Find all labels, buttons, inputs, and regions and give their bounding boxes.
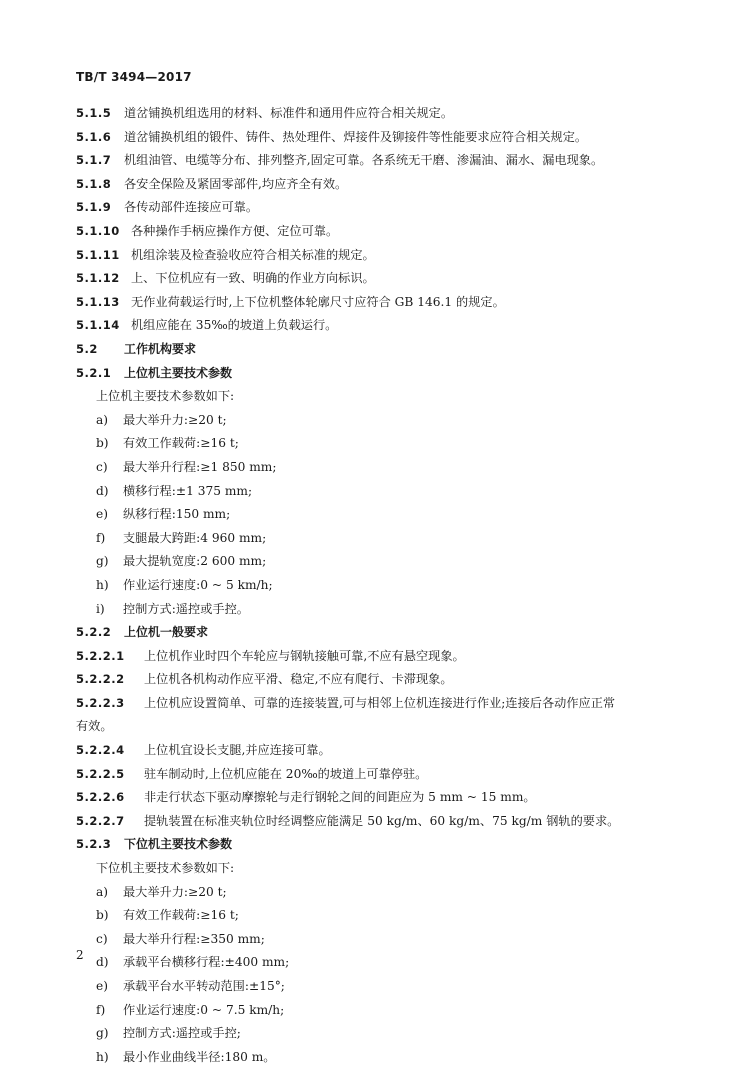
list-item-text: 控制方式:遥控或手控。 — [123, 601, 249, 616]
clause-text: 机组涂装及检查验收应符合相关标准的规定。 — [131, 247, 375, 262]
clause-number: 5.2.2.3 — [76, 696, 125, 710]
list-item-label: i) — [96, 601, 105, 616]
clause-text: 下位机主要技术参数 — [124, 837, 233, 852]
clause-continuation: 有效。 — [76, 719, 113, 733]
list-item-label: a) — [96, 412, 109, 427]
clause-number: 5.1.12 — [76, 271, 120, 286]
clause-number: 5.2.2.4 — [76, 743, 125, 757]
list-item-label: g) — [96, 1026, 109, 1041]
clause-line — [76, 766, 666, 782]
clause-number: 5.2.2.6 — [76, 790, 125, 805]
clause-text: 机组油管、电缆等分布、排列整齐,固定可靠。各系统无干磨、渗漏油、漏水、漏电现象。 — [124, 153, 604, 168]
clause-line — [76, 129, 666, 145]
clause-text: 提轨装置在标准夹轨位时经调整应能满足 50 kg/m、60 kg/m、75 kg/m 钢轨的要求。 — [144, 813, 620, 828]
list-item-label: b) — [96, 436, 109, 451]
list-item-text: 有效工作载荷:≥16 t; — [123, 436, 239, 451]
clause-number: 5.1.14 — [76, 318, 120, 333]
list-item — [96, 954, 686, 970]
clause-number: 5.2.2.1 — [76, 648, 125, 663]
clause-line — [76, 223, 666, 239]
clause-line — [76, 813, 666, 829]
list-item-label: a) — [96, 884, 109, 899]
list-item — [96, 884, 686, 900]
clause-number: 5.1.7 — [76, 153, 112, 168]
intro-text: 上位机主要技术参数如下: — [96, 389, 235, 404]
clause-number: 5.2.3 — [76, 837, 112, 852]
clause-number: 5.2.2.5 — [76, 766, 125, 781]
list-item-text: 有效工作载荷:≥16 t; — [123, 908, 239, 923]
list-item — [96, 412, 686, 428]
list-item-label: e) — [96, 507, 108, 522]
clause-number: 5.2.2.2 — [76, 672, 125, 687]
clause-line — [76, 105, 666, 121]
clause-number: 5.1.8 — [76, 176, 112, 191]
clause-line — [76, 789, 666, 805]
clause-line — [76, 247, 666, 263]
list-item-text: 控制方式:遥控或手控; — [123, 1026, 241, 1041]
list-item-text: 最小作业曲线半径:180 m。 — [123, 1049, 276, 1064]
list-item — [96, 459, 686, 475]
list-item — [96, 530, 686, 546]
section-heading — [76, 624, 666, 640]
clause-number: 5.2.2.7 — [76, 813, 125, 828]
clause-text: 各种操作手柄应操作方便、定位可靠。 — [131, 224, 339, 238]
clause-line — [76, 199, 666, 215]
list-item — [96, 483, 686, 499]
clause-line — [76, 742, 666, 758]
list-item-label: c) — [96, 460, 108, 474]
list-item — [96, 435, 686, 451]
list-item — [96, 577, 686, 593]
list-item — [96, 601, 686, 617]
clause-text: 驻车制动时,上位机应能在 20‰的坡道上可靠停驻。 — [144, 766, 428, 781]
clause-text: 机组应能在 35‰的坡道上负载运行。 — [131, 318, 338, 333]
list-item-text: 最大举升行程:≥350 mm; — [123, 931, 265, 946]
clause-text: 上位机各机构动作应平滑、稳定,不应有爬行、卡滞现象。 — [144, 672, 453, 687]
intro-text: 下位机主要技术参数如下: — [96, 861, 235, 875]
document-header: TB/T 3494—2017 — [76, 70, 192, 84]
list-item-text: 支腿最大跨距:4 960 mm; — [123, 530, 267, 545]
page-number: 2 — [76, 948, 84, 962]
clause-number: 5.2 — [76, 342, 98, 356]
clause-line — [76, 317, 666, 333]
clause-text: 道岔铺换机组的锻件、铸件、热处理件、焊接件及铆接件等性能要求应符合相关规定。 — [124, 129, 588, 144]
list-item-text: 最大举升行程:≥1 850 mm; — [123, 460, 277, 474]
list-item — [96, 553, 686, 569]
clause-text: 上位机应设置简单、可靠的连接装置,可与相邻上位机连接进行作业;连接后各动作应正常 — [144, 696, 616, 710]
clause-number: 5.1.6 — [76, 129, 112, 144]
list-item — [96, 1049, 686, 1065]
clause-text: 上位机作业时四个车轮应与钢轨接触可靠,不应有悬空现象。 — [144, 648, 465, 663]
clause-text: 无作业荷载运行时,上下位机整体轮廓尺寸应符合 GB 146.1 的规定。 — [131, 294, 505, 309]
clause-line — [76, 270, 666, 286]
list-item-label: e) — [96, 979, 108, 993]
clause-line — [76, 176, 666, 192]
list-item-text: 纵移行程:150 mm; — [123, 507, 231, 522]
list-item-text: 横移行程:±1 375 mm; — [123, 483, 253, 498]
clause-text: 道岔铺换机组选用的材料、标准件和通用件应符合相关规定。 — [124, 106, 454, 120]
clause-text: 上、下位机应有一致、明确的作业方向标识。 — [131, 271, 375, 286]
list-item-label: d) — [96, 483, 109, 498]
clause-text: 工作机构要求 — [124, 342, 197, 356]
clause-number: 5.1.13 — [76, 294, 120, 309]
list-item-label: h) — [96, 1049, 109, 1064]
list-item-text: 作业运行速度:0 ~ 5 km/h; — [123, 578, 273, 592]
clause-number: 5.2.2 — [76, 625, 112, 640]
clause-number: 5.1.11 — [76, 247, 120, 262]
list-item-text: 最大提轨宽度:2 600 mm; — [123, 554, 267, 569]
clause-number: 5.1.5 — [76, 106, 112, 120]
list-item — [96, 1025, 686, 1041]
intro-line — [96, 860, 686, 876]
clause-line — [76, 152, 666, 168]
list-item-label: g) — [96, 554, 109, 569]
list-item-text: 作业运行速度:0 ~ 7.5 km/h; — [123, 1002, 285, 1017]
list-item-label: h) — [96, 578, 109, 592]
list-item-label: b) — [96, 908, 109, 923]
intro-line — [96, 388, 686, 404]
clause-text: 各传动部件连接应可靠。 — [124, 200, 259, 215]
clause-line — [76, 648, 666, 664]
clause-number: 5.2.1 — [76, 365, 112, 380]
section-heading — [76, 836, 666, 852]
list-item-label: c) — [96, 931, 108, 946]
list-item-text: 承载平台横移行程:±400 mm; — [123, 955, 290, 970]
list-item — [96, 1002, 686, 1018]
list-item-label: f) — [96, 530, 106, 545]
clause-number: 5.1.9 — [76, 200, 112, 215]
clause-text: 上位机一般要求 — [124, 625, 209, 640]
clause-text: 非走行状态下驱动摩擦轮与走行钢轮之间的间距应为 5 mm ~ 15 mm。 — [144, 790, 536, 805]
list-item-text: 最大举升力:≥20 t; — [123, 884, 227, 899]
section-heading — [76, 365, 666, 381]
list-item — [96, 978, 686, 994]
list-item — [96, 506, 686, 522]
clause-text: 上位机宜设长支腿,并应连接可靠。 — [144, 743, 331, 757]
list-item-label: f) — [96, 1002, 106, 1017]
list-item-text: 承载平台水平转动范围:±15°; — [123, 979, 285, 993]
list-item-text: 最大举升力:≥20 t; — [123, 412, 227, 427]
list-item-label: d) — [96, 955, 109, 970]
clause-line — [76, 671, 666, 687]
clause-line — [76, 695, 666, 734]
list-item — [96, 931, 686, 947]
clause-text: 上位机主要技术参数 — [124, 365, 233, 380]
clause-number: 5.1.10 — [76, 224, 120, 238]
clause-text: 各安全保险及紧固零部件,均应齐全有效。 — [124, 176, 348, 191]
clause-line — [76, 294, 666, 310]
section-heading — [76, 341, 666, 357]
list-item — [96, 907, 686, 923]
